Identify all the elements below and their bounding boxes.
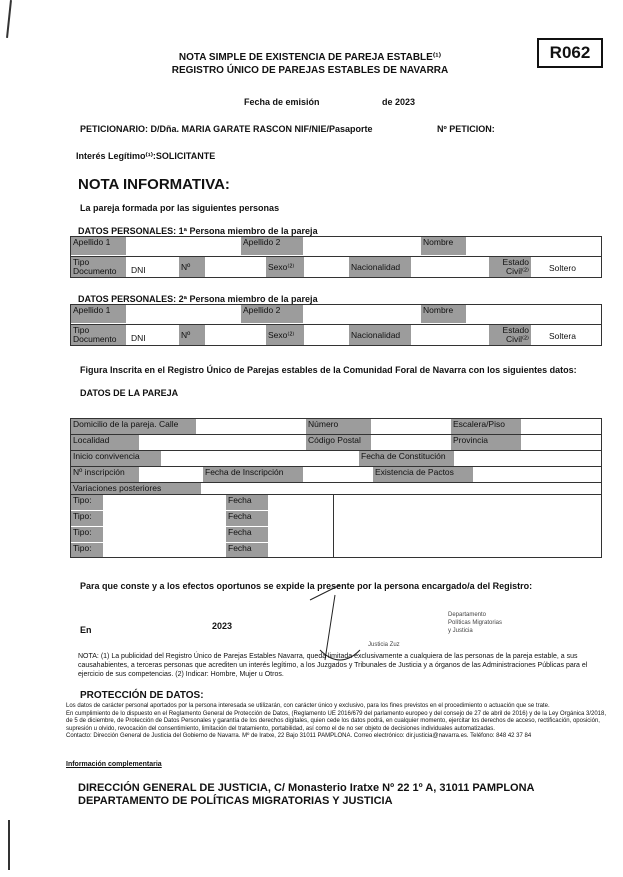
tipo-documento-value: DNI bbox=[131, 265, 146, 275]
sexo-label: Sexo⁽²⁾ bbox=[266, 325, 304, 345]
estado-civil-value: Soltero bbox=[549, 263, 576, 273]
nota-footer: NOTA: (1) La publicidad del Registro Único de Parejas Estables Navarra, queda limitada exclusivamente a cualquiera de las personas de la pareja estable, a sus causahabientes, a terceras personas que acrediten un interés legítimo, a los Juzgados y Tribunales de Justicia y a órganos de las Administraciones Públicas para el ejercicio de sus competencias. (2) Indicar: Hombre, Mujer u Otros. bbox=[78, 653, 588, 679]
fecha-label: Fecha bbox=[226, 543, 268, 557]
persona2-heading: DATOS PERSONALES: 2ª Persona miembro de la pareja bbox=[78, 294, 318, 304]
nombre-label: Nombre bbox=[421, 305, 466, 323]
localidad-label: Localidad bbox=[71, 435, 139, 450]
stamp-under: Justicia Zuz bbox=[368, 642, 400, 648]
existencia-pactos-label: Existencia de Pactos bbox=[373, 467, 473, 482]
n-inscripcion-label: Nº inscripción bbox=[71, 467, 139, 482]
tipo-documento-label: Tipo Documento bbox=[71, 257, 126, 277]
nombre-label: Nombre bbox=[421, 237, 466, 255]
apellido2-label: Apellido 2 bbox=[241, 305, 303, 323]
en-label: En bbox=[80, 625, 92, 635]
variaciones-label: Variaciones posteriores bbox=[71, 483, 201, 494]
interes-legitimo: Interés Legítimo⁽¹⁾:SOLICITANTE bbox=[76, 151, 216, 161]
footer-direccion: DIRECCIÓN GENERAL DE JUSTICIA, C/ Monasterio Iratxe Nº 22 1º A, 31011 PAMPLONA bbox=[78, 782, 535, 794]
tipo-label: Tipo: bbox=[71, 543, 103, 557]
sexo-label: Sexo⁽²⁾ bbox=[266, 257, 304, 277]
tipo-documento-label: Tipo Documento bbox=[71, 325, 126, 345]
persona2-table bbox=[70, 304, 602, 346]
pareja-formada-text: La pareja formada por las siguientes personas bbox=[80, 203, 280, 213]
fecha-label: Fecha bbox=[226, 527, 268, 542]
persona1-table bbox=[70, 236, 602, 278]
para-que-conste-text: Para que conste y a los efectos oportunos se expide la presente por la persona encargado/a del Registro: bbox=[80, 581, 533, 591]
tipo-label: Tipo: bbox=[71, 511, 103, 526]
escalera-label: Escalera/Piso bbox=[451, 419, 521, 434]
nacionalidad-label: Nacionalidad bbox=[349, 257, 411, 277]
proteccion-heading: PROTECCIÓN DE DATOS: bbox=[80, 690, 204, 701]
fecha-emision-label: Fecha de emisión bbox=[244, 97, 320, 107]
margin-mark-top bbox=[6, 0, 12, 38]
title-line-2: REGISTRO ÚNICO DE PAREJAS ESTABLES DE NAVARRA bbox=[171, 65, 449, 76]
numero-peticion: Nº PETICION: bbox=[437, 124, 495, 134]
apellido1-label: Apellido 1 bbox=[71, 305, 126, 323]
title-line-1: NOTA SIMPLE DE EXISTENCIA DE PAREJA ESTABLE⁽¹⁾ bbox=[178, 52, 442, 63]
numero-label: Nº bbox=[179, 325, 205, 345]
margin-mark-bottom bbox=[8, 820, 10, 870]
estado-civil-label: Estado Civil⁽²⁾ bbox=[489, 325, 531, 345]
fecha-inscripcion-label: Fecha de Inscripción bbox=[203, 467, 303, 482]
apellido1-label: Apellido 1 bbox=[71, 237, 126, 255]
fecha-label: Fecha bbox=[226, 495, 268, 510]
fecha-label: Fecha bbox=[226, 511, 268, 526]
document-code: R062 bbox=[537, 38, 603, 68]
numero-label: Número bbox=[306, 419, 371, 434]
tipo-label: Tipo: bbox=[71, 527, 103, 542]
apellido2-label: Apellido 2 bbox=[241, 237, 303, 255]
numero-label: Nº bbox=[179, 257, 205, 277]
nacionalidad-label: Nacionalidad bbox=[349, 325, 411, 345]
stamp-text: Departamento Políticas Migratorias y Justicia bbox=[448, 612, 503, 634]
datos-pareja-heading: DATOS DE LA PAREJA bbox=[80, 388, 179, 398]
codigo-postal-label: Código Postal bbox=[306, 435, 371, 450]
fecha-constitucion-label: Fecha de Constitución bbox=[359, 451, 454, 466]
inicio-convivencia-label: Inicio convivencia bbox=[71, 451, 161, 466]
tipo-documento-value: DNI bbox=[131, 333, 146, 343]
nota-informativa-heading: NOTA INFORMATIVA: bbox=[78, 176, 230, 193]
figura-inscrita-text: Figura Inscrita en el Registro Único de Parejas estables de la Comunidad Foral de Navarra con los siguientes datos: bbox=[80, 365, 577, 375]
estado-civil-value: Soltera bbox=[549, 331, 576, 341]
footer-departamento: DEPARTAMENTO DE POLÍTICAS MIGRATORIAS Y JUSTICIA bbox=[78, 795, 393, 807]
en-year: 2023 bbox=[212, 621, 233, 631]
domicilio-label: Domicilio de la pareja. Calle bbox=[71, 419, 196, 434]
provincia-label: Provincia bbox=[451, 435, 521, 450]
peticionario: PETICIONARIO: D/Dña. MARIA GARATE RASCON NIF/NIE/Pasaporte bbox=[80, 124, 373, 134]
pareja-table bbox=[70, 418, 602, 558]
fecha-emision-year: de 2023 bbox=[382, 97, 416, 107]
persona1-heading: DATOS PERSONALES: 1ª Persona miembro de la pareja bbox=[78, 226, 318, 236]
proteccion-text: Los datos de carácter personal aportados por la persona interesada se utilizarán, con carácter único y exclusivo, para los fines previstos en el procedimiento o actuación que se trate. En cumplimiento de lo dispuesto en el Reglamento General de Protección de Datos, (Reglamento UE 2016/679 del parlamento europeo y del consejo de 27 de abril de 2016) y de la Ley Orgánica 3/2018, de 5 de diciembre, de Protección de Datos Personales y garantía de los derechos digitales, quien cede los datos podrá, en cualquier momento, ejercitar los derechos de acceso, rectificación, oposición, supresión u olvido, revocación del consentimiento, limitación del tratamiento, portabilidad, así como el de no ser objeto de decisiones individuales automatizadas. Contacto: Dirección General de Justicia del Gobierno de Navarra. Mº de Iratxe, 22 Bajo 31011 PAMPLONA. Correo electrónico: dir.justicia@navarra.es. Teléfono: 848 42 37 84 bbox=[66, 703, 607, 739]
info-complementaria-link[interactable]: Información complementaria bbox=[66, 761, 162, 768]
estado-civil-label: Estado Civil⁽²⁾ bbox=[489, 257, 531, 277]
tipo-label: Tipo: bbox=[71, 495, 103, 510]
